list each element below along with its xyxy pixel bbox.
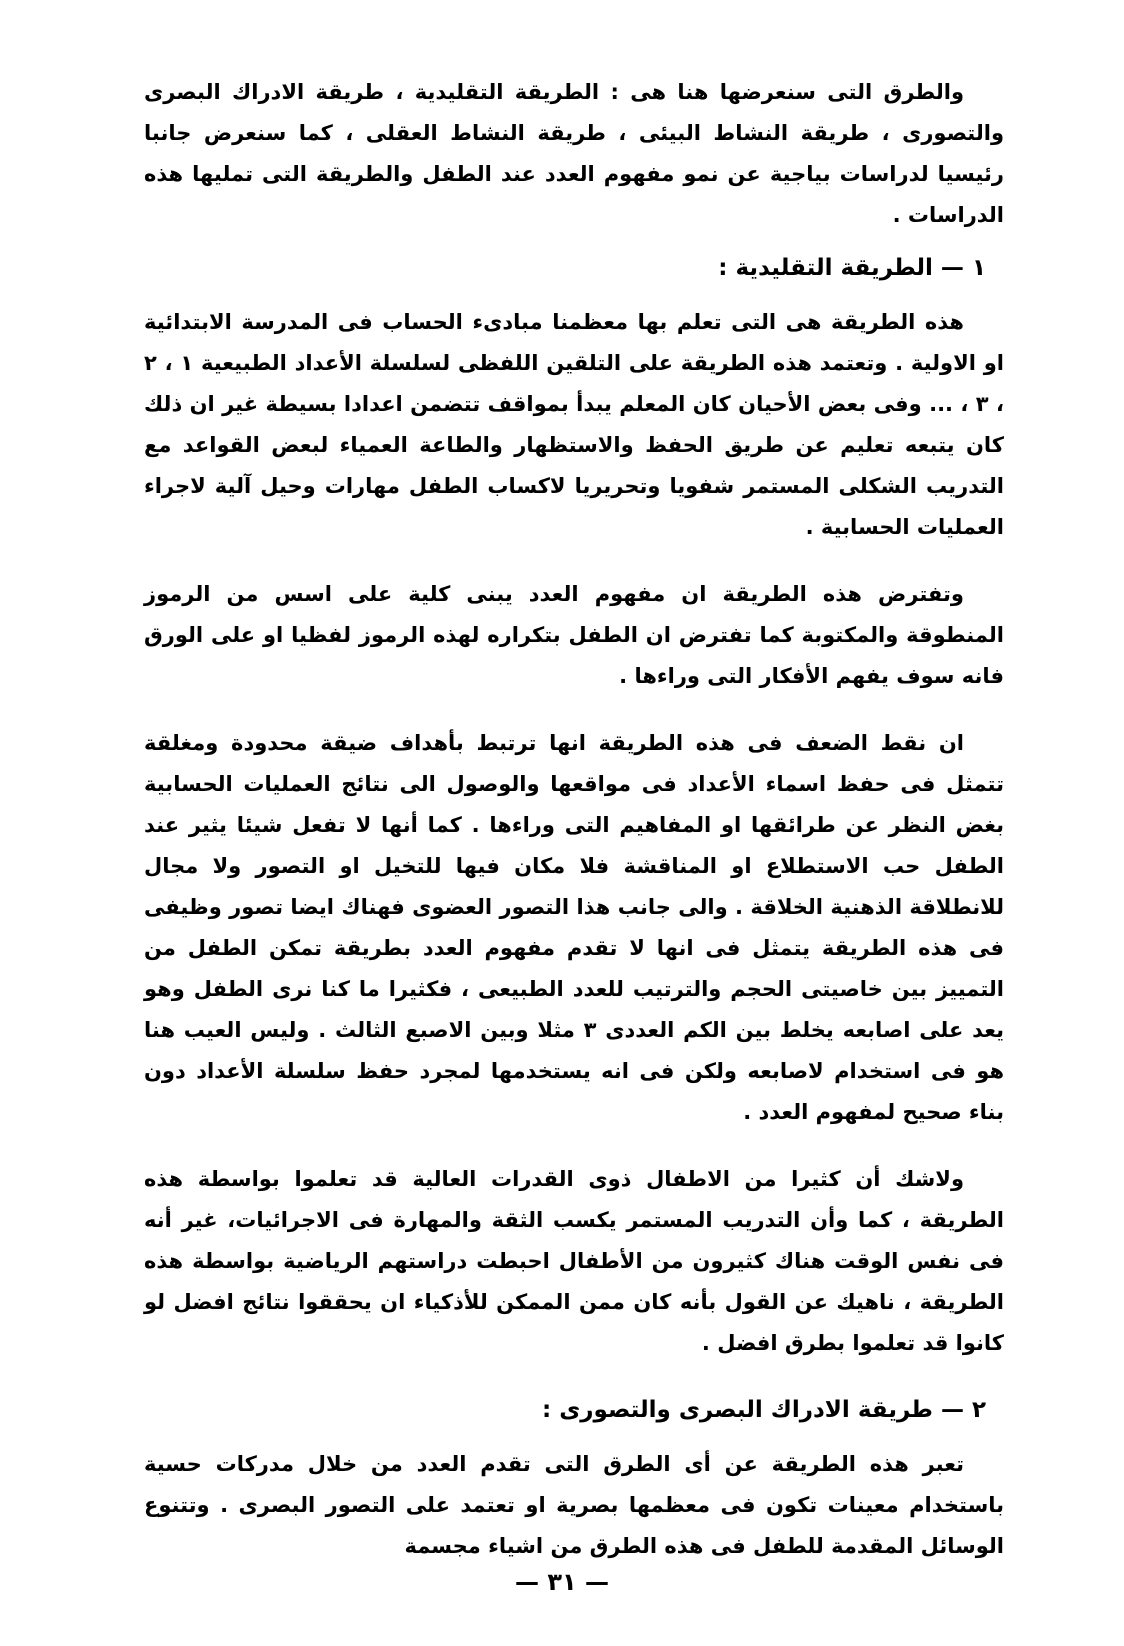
paragraph-traditional-1: هذه الطريقة هى التى تعلم بها معظمنا مبادىء الحساب فى المدرسة الابتدائية او الاولية . وتعتمد هذه الطريقة على التلقين اللفظى لسلسلة الأعداد الطبيعية ١ ، ٢ ، ٣ ، ... وفى بعض الأحيان كان المعلم يبدأ بمواقف تتضمن اعدادا بسيطة غير ان ذلك كان يتبعه تعليم عن طريق الحفظ والاستظهار والطاعة العمياء لبعض القواعد مع التدريب الشكلى المستمر شفويا وتحريريا لاكساب الطفل مهارات وحيل آلية لاجراء العمليات الحسابية . [144, 310, 1004, 539]
paragraph-traditional-4: ولاشك أن كثيرا من الاطفال ذوى القدرات العالية قد تعلموا بواسطة هذه الطريقة ، كما وأن التدريب المستمر يكسب الثقة والمهارة فى الاجرائيات، غير أنه فى نفس الوقت هناك كثيرون من الأطفال احبطت دراستهم الرياضية بواسطة هذه الطريقة ، ناهيك عن القول بأنه كان ممن الممكن للأذكياء ان يحققوا نتائج افضل لو كانوا قد تعلموا بطرق افضل . [144, 1167, 1004, 1355]
section-heading-traditional-method: ١ — الطريقة التقليدية : [718, 255, 986, 281]
section-heading-visual-perception-method: ٢ — طريقة الادراك البصرى والتصورى : [542, 1397, 986, 1423]
page-number: — ٣١ — [514, 1568, 609, 1596]
paragraph-traditional-3: ان نقط الضعف فى هذه الطريقة انها ترتبط بأهداف ضيقة محدودة ومغلقة تتمثل فى حفظ اسماء الأعداد فى مواقعها والوصول الى نتائج العمليات الحسابية بغض النظر عن طرائقها او المفاهيم التى وراءها . كما أنها لا تفعل شيئا يثير عند الطفل حب الاستطلاع او المناقشة فلا مكان فيها للتخيل او التصور ولا مجال للانطلاقة الذهنية الخلاقة . والى جانب هذا التصور العضوى فهناك ايضا تصور وظيفى فى هذه الطريقة يتمثل فى انها لا تقدم مفهوم العدد بطريقة تمكن الطفل من التمييز بين خاصيتى الحجم والترتيب للعدد الطبيعى ، فكثيرا ما كنا نرى الطفل وهو يعد على اصابعه يخلط بين الكم العددى ٣ مثلا وبين الاصبع الثالث . وليس العيب هنا هو فى استخدام لاصابعه ولكن فى انه يستخدمها لمجرد حفظ سلسلة الأعداد دون بناء صحيح لمفهوم العدد . [144, 731, 1004, 1124]
paragraph-traditional-2: وتفترض هذه الطريقة ان مفهوم العدد يبنى كلية على اسس من الرموز المنطوقة والمكتوبة كما تفترض ان الطفل بتكراره لهذه الرموز لفظيا او على الورق فانه سوف يفهم الأفكار التى وراءها . [144, 582, 1004, 688]
page-body [144, 72, 1004, 1593]
intro-paragraph: والطرق التى سنعرضها هنا هى : الطريقة التقليدية ، طريقة الادراك البصرى والتصورى ، طريقة النشاط البيئى ، طريقة النشاط العقلى ، كما سنعرض جانبا رئيسيا لدراسات بياجية عن نمو مفهوم العدد عند الطفل والطريقة التى تمليها هذه الدراسات . [144, 80, 1004, 227]
paragraph-visual-1: تعبر هذه الطريقة عن أى الطرق التى تقدم العدد من خلال مدركات حسية باستخدام معينات تكون فى معظمها بصرية او تعتمد على التصور البصرى . وتتنوع الوسائل المقدمة للطفل فى هذه الطرق من اشياء مجسمة [144, 1452, 1004, 1558]
